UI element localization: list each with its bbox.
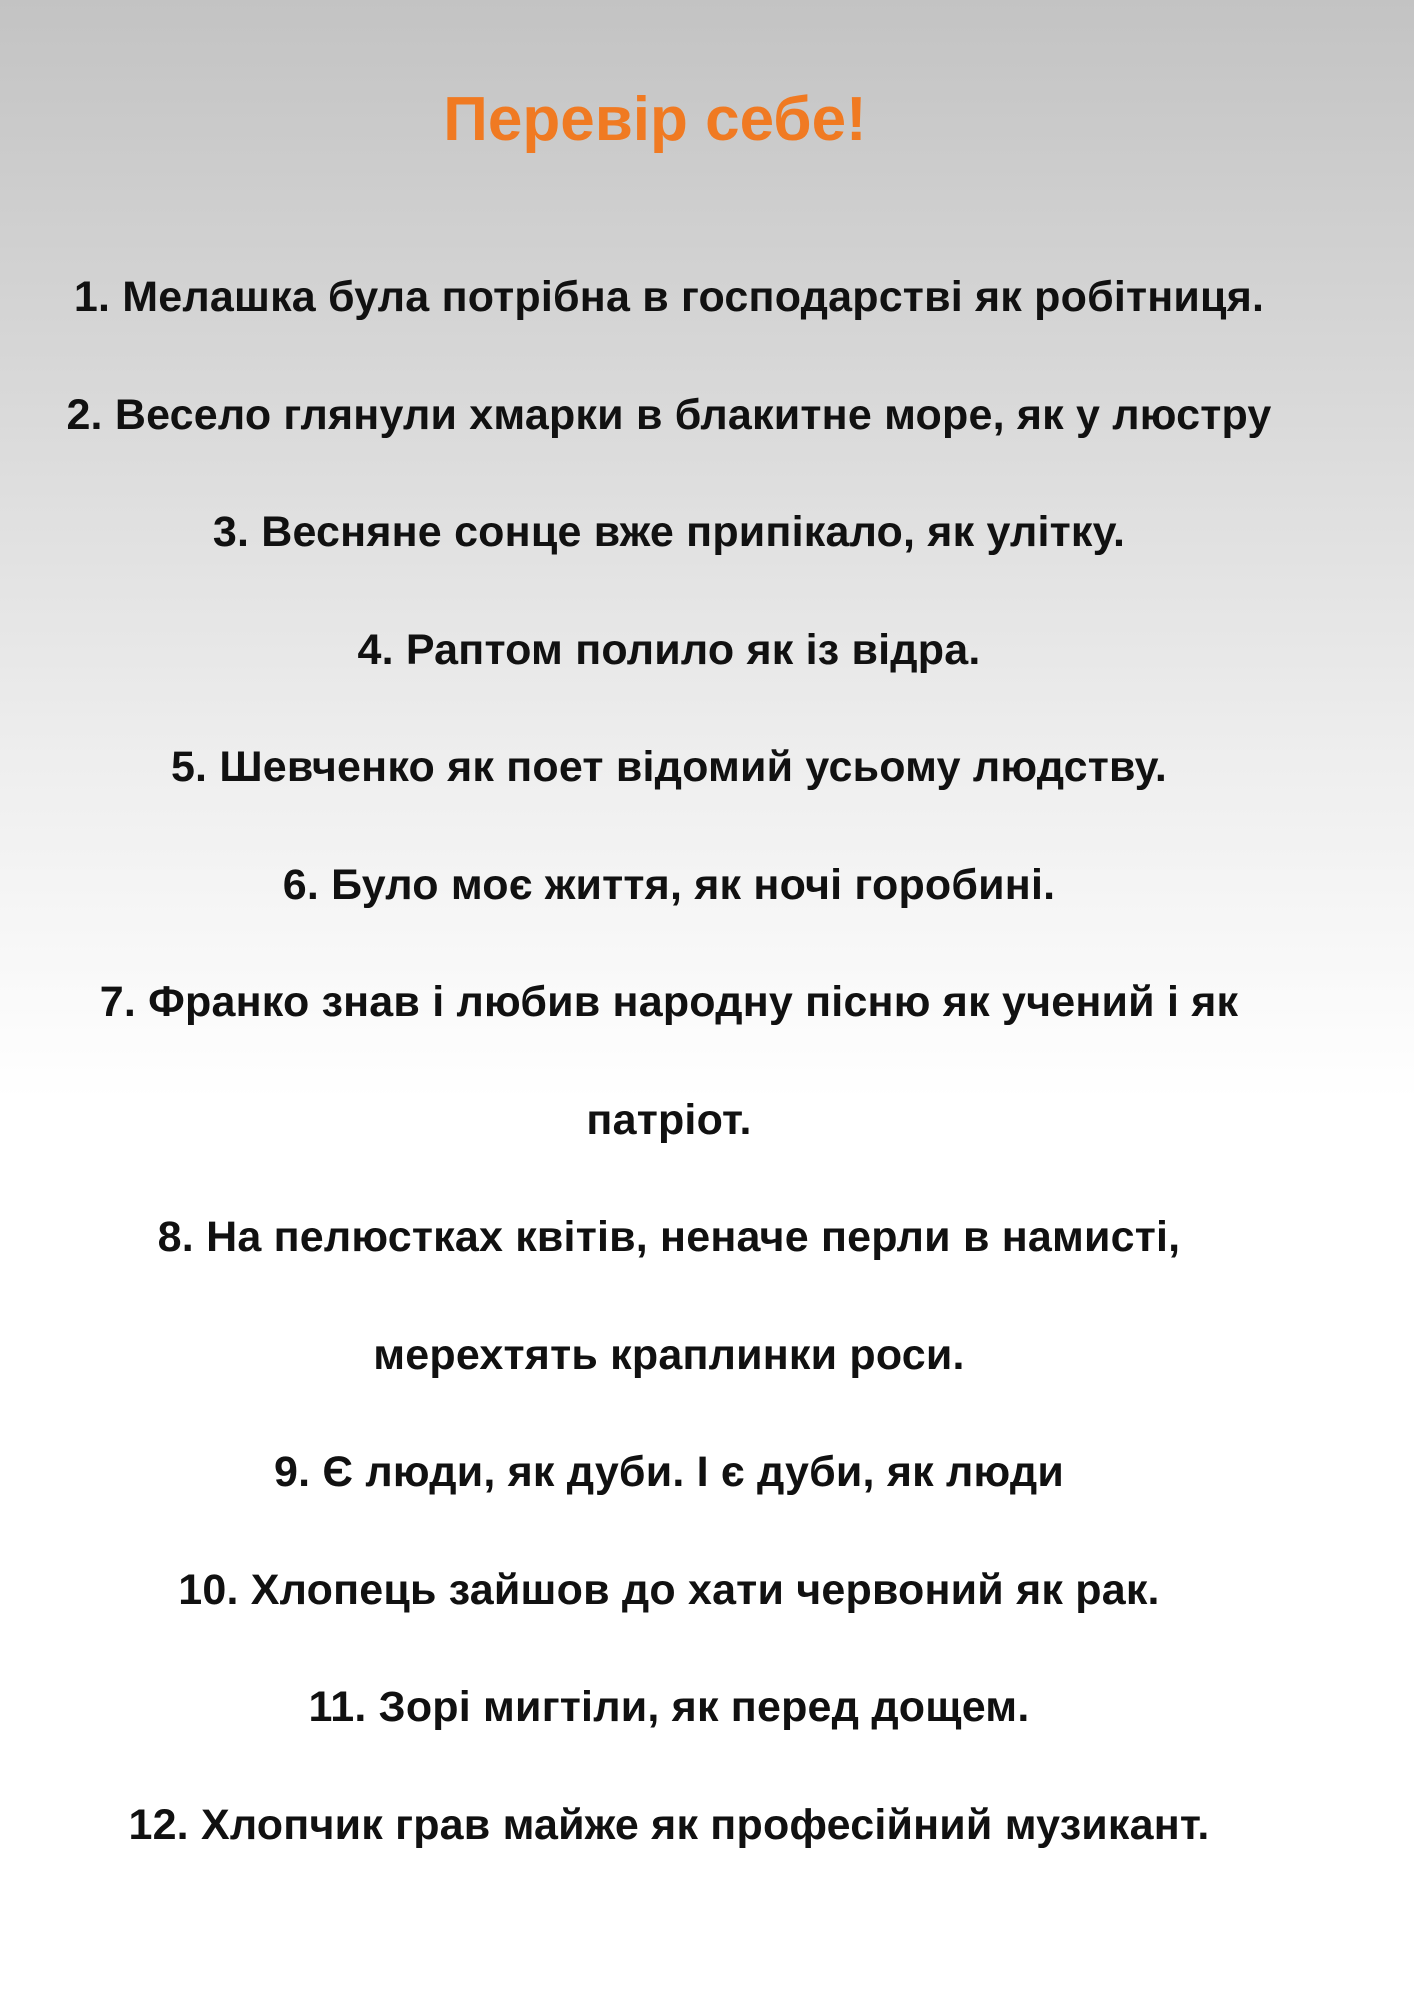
- sentence-7-part-2: патріот.: [586, 1095, 752, 1144]
- sentence-11: 11. Зорі мигтіли, як перед дощем.: [308, 1683, 1030, 1731]
- page-title: Перевір себе!: [443, 85, 867, 154]
- sentence-10: 10. Хлопець зайшов до хати червоний як рак.: [178, 1565, 1160, 1614]
- sentence-6: 6. Було моє життя, як ночі горобині.: [282, 860, 1056, 909]
- sentence-4: 4. Раптом полило як із відра.: [357, 625, 981, 674]
- sentence-8-part-1: 8. На пелюстках квітів, неначе перли в намисті,: [157, 1213, 1181, 1261]
- sentence-9: 9. Є люди, як дуби. І є дуби, як люди: [274, 1448, 1064, 1496]
- sentence-12: 12. Хлопчик грав майже як професійний музикант.: [128, 1800, 1210, 1849]
- sentence-list: [0, 258, 1338, 1903]
- sentence-8-part-2: мерехтять краплинки роси.: [373, 1330, 965, 1379]
- sentence-2: 2. Весело глянули хмарки в блакитне море, як у люстру: [66, 390, 1272, 439]
- sentence-5: 5. Шевченко як поет відомий усьому людству.: [170, 743, 1168, 791]
- sentence-1: 1. Мелашка була потрібна в господарстві як робітниця.: [73, 273, 1265, 321]
- sentence-3: 3. Весняне сонце вже припікало, як улітку.: [212, 508, 1126, 556]
- sentence-7-part-1: 7. Франко знав і любив народну пісню як учений і як: [99, 978, 1239, 1026]
